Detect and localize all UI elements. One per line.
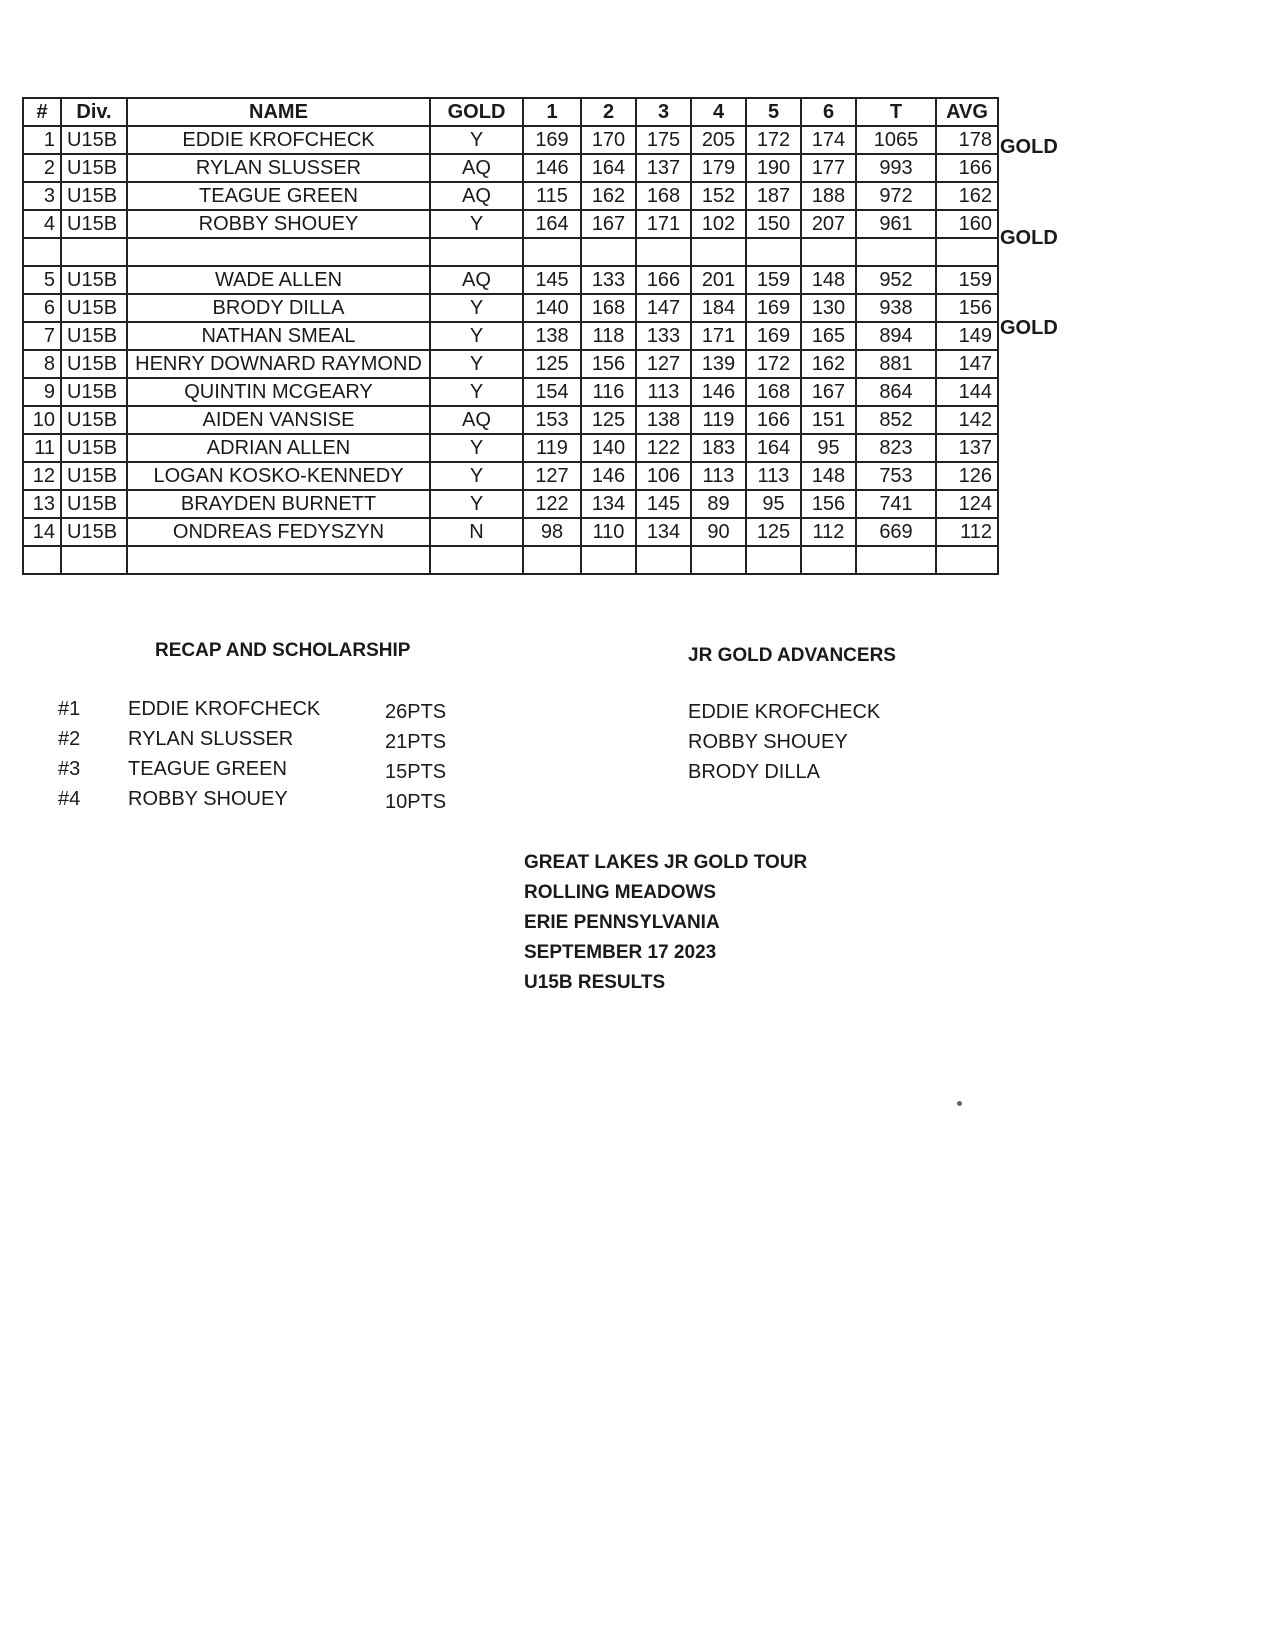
blank-cell [801,238,856,266]
cell-game-1: 127 [523,462,581,490]
cell-game-1: 138 [523,322,581,350]
cell-div: U15B [61,434,127,462]
cell-game-3: 175 [636,126,691,154]
recap-pts: 10PTS [385,791,447,813]
cell-rank: 10 [23,406,61,434]
cell-game-2: 116 [581,378,636,406]
cell-div: U15B [61,462,127,490]
blank-cell [23,546,61,574]
cell-game-2: 164 [581,154,636,182]
table-row [23,266,998,294]
blank-cell [61,238,127,266]
table-row [23,322,998,350]
cell-avg: 166 [936,154,998,182]
event-location: ERIE PENNSYLVANIA [524,912,720,933]
cell-avg: 178 [936,126,998,154]
cell-game-3: 127 [636,350,691,378]
recap-name: ROBBY SHOUEY [128,788,288,810]
cell-name: LOGAN KOSKO-KENNEDY [127,462,430,490]
gold-flag: GOLD [1000,317,1058,339]
cell-game-4: 146 [691,378,746,406]
cell-name: ONDREAS FEDYSZYN [127,518,430,546]
cell-div: U15B [61,266,127,294]
cell-total: 952 [856,266,936,294]
blank-row [23,546,998,574]
cell-avg: 162 [936,182,998,210]
cell-total: 669 [856,518,936,546]
cell-rank: 8 [23,350,61,378]
cell-gold: Y [430,490,523,518]
blank-cell [127,546,430,574]
col-game-3: 3 [636,98,691,126]
cell-game-6: 95 [801,434,856,462]
cell-game-6: 148 [801,266,856,294]
cell-game-1: 140 [523,294,581,322]
cell-total: 938 [856,294,936,322]
table-row [23,406,998,434]
cell-game-1: 146 [523,154,581,182]
cell-div: U15B [61,378,127,406]
event-date: SEPTEMBER 17 2023 [524,942,717,963]
blank-cell [61,546,127,574]
cell-rank: 12 [23,462,61,490]
gold-flag: GOLD [1000,136,1058,158]
cell-rank: 7 [23,322,61,350]
scan-speck [957,1101,962,1106]
cell-rank: 5 [23,266,61,294]
cell-game-3: 133 [636,322,691,350]
recap-pts: 26PTS [385,701,447,723]
cell-total: 823 [856,434,936,462]
recap-rank: #4 [58,788,81,810]
cell-avg: 149 [936,322,998,350]
cell-game-5: 172 [746,350,801,378]
cell-game-4: 102 [691,210,746,238]
cell-rank: 4 [23,210,61,238]
cell-rank: 1 [23,126,61,154]
cell-div: U15B [61,154,127,182]
gold-flag: GOLD [1000,227,1058,249]
event-info [524,848,807,998]
cell-game-6: 156 [801,490,856,518]
cell-rank: 6 [23,294,61,322]
cell-name: ROBBY SHOUEY [127,210,430,238]
blank-cell [746,238,801,266]
cell-game-1: 119 [523,434,581,462]
col-game-5: 5 [746,98,801,126]
event-division: U15B RESULTS [524,972,666,993]
blank-cell [691,546,746,574]
cell-gold: AQ [430,406,523,434]
col-game-1: 1 [523,98,581,126]
blank-cell [636,546,691,574]
recap-ranks [58,694,80,814]
cell-name: RYLAN SLUSSER [127,154,430,182]
cell-game-3: 147 [636,294,691,322]
recap-rank: #1 [58,698,81,720]
table-row [23,350,998,378]
recap-pts: 15PTS [385,761,447,783]
blank-cell [636,238,691,266]
cell-game-3: 113 [636,378,691,406]
cell-game-6: 130 [801,294,856,322]
cell-name: ADRIAN ALLEN [127,434,430,462]
cell-avg: 126 [936,462,998,490]
cell-game-3: 166 [636,266,691,294]
cell-game-6: 167 [801,378,856,406]
blank-cell [430,238,523,266]
recap-name: EDDIE KROFCHECK [128,698,321,720]
cell-rank: 13 [23,490,61,518]
cell-game-4: 139 [691,350,746,378]
recap-names [128,694,320,814]
cell-game-6: 165 [801,322,856,350]
table-row [23,182,998,210]
cell-game-2: 162 [581,182,636,210]
cell-game-5: 166 [746,406,801,434]
blank-cell [430,546,523,574]
cell-avg: 147 [936,350,998,378]
cell-game-5: 95 [746,490,801,518]
cell-name: WADE ALLEN [127,266,430,294]
table-row [23,294,998,322]
cell-avg: 144 [936,378,998,406]
cell-total: 993 [856,154,936,182]
blank-cell [936,238,998,266]
cell-game-4: 201 [691,266,746,294]
cell-game-1: 154 [523,378,581,406]
cell-name: NATHAN SMEAL [127,322,430,350]
results-table [22,97,999,575]
cell-name: BRAYDEN BURNETT [127,490,430,518]
cell-game-3: 134 [636,518,691,546]
blank-row [23,238,998,266]
cell-name: TEAGUE GREEN [127,182,430,210]
cell-gold: Y [430,434,523,462]
cell-div: U15B [61,490,127,518]
blank-cell [801,546,856,574]
cell-total: 894 [856,322,936,350]
col-game-6: 6 [801,98,856,126]
cell-game-2: 134 [581,490,636,518]
col-total: T [856,98,936,126]
cell-rank: 11 [23,434,61,462]
cell-div: U15B [61,294,127,322]
cell-game-4: 171 [691,322,746,350]
cell-gold: Y [430,294,523,322]
cell-avg: 112 [936,518,998,546]
cell-name: AIDEN VANSISE [127,406,430,434]
cell-game-3: 171 [636,210,691,238]
cell-gold: Y [430,350,523,378]
cell-div: U15B [61,406,127,434]
blank-cell [581,238,636,266]
table-row [23,490,998,518]
cell-name: EDDIE KROFCHECK [127,126,430,154]
cell-game-3: 106 [636,462,691,490]
cell-game-5: 125 [746,518,801,546]
cell-game-5: 169 [746,294,801,322]
cell-gold: AQ [430,154,523,182]
col-gold: GOLD [430,98,523,126]
cell-game-4: 184 [691,294,746,322]
cell-game-1: 125 [523,350,581,378]
cell-avg: 156 [936,294,998,322]
col-div: Div. [61,98,127,126]
cell-game-3: 145 [636,490,691,518]
cell-game-5: 172 [746,126,801,154]
cell-game-6: 112 [801,518,856,546]
cell-game-2: 156 [581,350,636,378]
table-row [23,462,998,490]
cell-total: 852 [856,406,936,434]
header-row [23,98,998,126]
cell-game-3: 122 [636,434,691,462]
cell-gold: Y [430,378,523,406]
cell-avg: 159 [936,266,998,294]
table-row [23,154,998,182]
cell-game-5: 168 [746,378,801,406]
col-game-4: 4 [691,98,746,126]
blank-cell [936,546,998,574]
cell-game-5: 113 [746,462,801,490]
cell-name: HENRY DOWNARD RAYMOND [127,350,430,378]
cell-avg: 160 [936,210,998,238]
advancer-name: BRODY DILLA [688,761,820,783]
recap-title: RECAP AND SCHOLARSHIP [155,640,411,661]
cell-total: 864 [856,378,936,406]
recap-pts: 21PTS [385,731,447,753]
cell-game-5: 159 [746,266,801,294]
cell-game-4: 152 [691,182,746,210]
cell-game-4: 183 [691,434,746,462]
cell-game-1: 169 [523,126,581,154]
cell-div: U15B [61,210,127,238]
table-row [23,434,998,462]
advancer-name: ROBBY SHOUEY [688,731,848,753]
blank-cell [523,238,581,266]
cell-game-3: 168 [636,182,691,210]
recap-rank: #3 [58,758,81,780]
cell-rank: 9 [23,378,61,406]
cell-game-3: 138 [636,406,691,434]
cell-game-4: 179 [691,154,746,182]
cell-div: U15B [61,322,127,350]
cell-gold: Y [430,210,523,238]
table-row [23,126,998,154]
cell-name: BRODY DILLA [127,294,430,322]
blank-cell [856,238,936,266]
cell-total: 972 [856,182,936,210]
cell-game-2: 167 [581,210,636,238]
cell-gold: N [430,518,523,546]
cell-total: 1065 [856,126,936,154]
cell-gold: AQ [430,266,523,294]
cell-game-5: 169 [746,322,801,350]
cell-total: 881 [856,350,936,378]
col-game-2: 2 [581,98,636,126]
blank-cell [581,546,636,574]
cell-total: 753 [856,462,936,490]
cell-div: U15B [61,350,127,378]
recap-rank: #2 [58,728,81,750]
cell-avg: 137 [936,434,998,462]
cell-gold: Y [430,126,523,154]
cell-game-2: 118 [581,322,636,350]
recap-points [385,697,446,817]
cell-div: U15B [61,182,127,210]
cell-avg: 142 [936,406,998,434]
blank-cell [856,546,936,574]
table-row [23,378,998,406]
cell-total: 741 [856,490,936,518]
advancer-name: EDDIE KROFCHECK [688,701,881,723]
cell-gold: Y [430,322,523,350]
table-row [23,210,998,238]
cell-game-2: 146 [581,462,636,490]
cell-total: 961 [856,210,936,238]
cell-name: QUINTIN MCGEARY [127,378,430,406]
cell-game-5: 190 [746,154,801,182]
cell-game-5: 150 [746,210,801,238]
cell-gold: Y [430,462,523,490]
cell-game-6: 207 [801,210,856,238]
cell-game-4: 119 [691,406,746,434]
cell-div: U15B [61,126,127,154]
col-rank: # [23,98,61,126]
cell-game-6: 148 [801,462,856,490]
cell-game-2: 125 [581,406,636,434]
cell-rank: 2 [23,154,61,182]
cell-game-4: 89 [691,490,746,518]
blank-cell [746,546,801,574]
cell-game-2: 133 [581,266,636,294]
cell-game-2: 168 [581,294,636,322]
blank-cell [127,238,430,266]
cell-gold: AQ [430,182,523,210]
col-avg: AVG [936,98,998,126]
cell-div: U15B [61,518,127,546]
blank-cell [23,238,61,266]
cell-rank: 3 [23,182,61,210]
cell-game-1: 164 [523,210,581,238]
cell-rank: 14 [23,518,61,546]
cell-game-4: 90 [691,518,746,546]
cell-game-2: 140 [581,434,636,462]
cell-game-2: 170 [581,126,636,154]
cell-game-3: 137 [636,154,691,182]
cell-game-6: 188 [801,182,856,210]
col-name: NAME [127,98,430,126]
advancers-list [688,697,880,787]
recap-name: TEAGUE GREEN [128,758,287,780]
cell-avg: 124 [936,490,998,518]
blank-cell [523,546,581,574]
cell-game-4: 205 [691,126,746,154]
cell-game-1: 153 [523,406,581,434]
blank-cell [691,238,746,266]
cell-game-4: 113 [691,462,746,490]
event-tour: GREAT LAKES JR GOLD TOUR [524,852,808,873]
cell-game-5: 187 [746,182,801,210]
recap-name: RYLAN SLUSSER [128,728,294,750]
cell-game-6: 162 [801,350,856,378]
cell-game-5: 164 [746,434,801,462]
cell-game-6: 151 [801,406,856,434]
cell-game-6: 177 [801,154,856,182]
advancers-title: JR GOLD ADVANCERS [688,645,896,666]
cell-game-1: 115 [523,182,581,210]
cell-game-1: 145 [523,266,581,294]
table-row [23,518,998,546]
cell-game-6: 174 [801,126,856,154]
cell-game-1: 122 [523,490,581,518]
event-venue: ROLLING MEADOWS [524,882,717,903]
cell-game-1: 98 [523,518,581,546]
cell-game-2: 110 [581,518,636,546]
